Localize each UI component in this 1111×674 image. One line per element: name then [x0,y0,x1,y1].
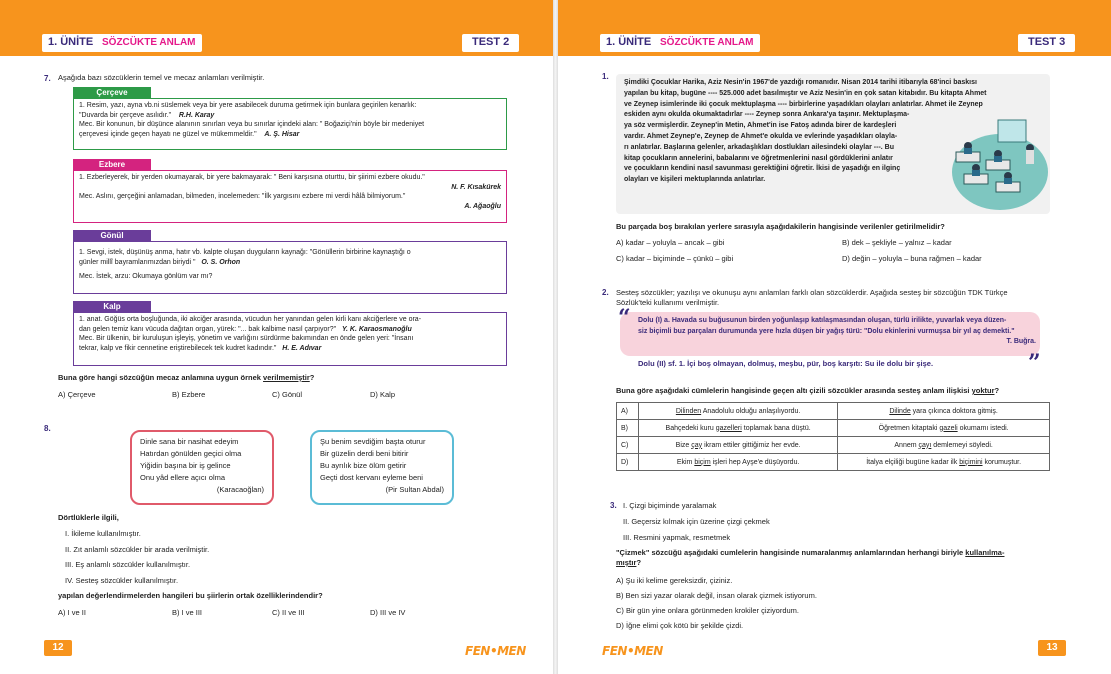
dictionary-entry-2: Dolu (II) sf. 1. İçi boş olmayan, dolmuş, meşbu, pür, boş karşıtı: Su ile dolu bir şişe. [638,359,934,368]
close-quote-icon: ” [1028,350,1041,376]
choice-a[interactable]: A) Şu iki kelime gereksizdir, çiziniz. [616,576,733,585]
poem-line: Bir güzelin derdi beni bitirir [320,449,409,458]
definition-box-gonul [73,241,507,294]
question-number: 7. [44,74,51,83]
choice-b[interactable]: B) Ezbere [172,390,206,399]
question-text: Buna göre hangi sözcüğün mecaz anlamına uygun örnek verilmemiştir? [58,373,315,382]
author: A. Ağaoğlu [464,202,501,210]
question-text: mıştır? [616,558,642,567]
choice-a[interactable]: A) Çerçeve [58,390,96,399]
question-stem: Aşağıda bazı sözcüklerin temel ve mecaz anlamları verilmiştir. [58,73,265,82]
question-text: "Çizmek" sözcüğü aşağıdaki cumlelerin hangisinde numaralanmış anlamlarından herhangi biriyle kullanılma- [616,548,1005,557]
question-number: 3. [610,501,617,510]
choice-b[interactable]: B) I ve III [172,608,203,617]
def-line: Mec. Bir ülkenin, bir kuruluşun işleyiş, yönetim ve varlığını sürdürme bakımından en önde gelen yeri: "İnsanı [79,335,414,342]
poem-line: Yiğidin başına bir iş gelince [140,461,231,470]
page-header [0,26,553,56]
passage-line: kitap çocukların annelerini, babalarını ve öğretmenlerini nasıl gördüklerini anlatır [624,154,893,162]
roman-item: I. İkileme kullanılmıştır. [65,529,141,538]
def-line: Mec. Aslını, gerçeğini anlamadan, bilmeden, incelemeden: "İlk yargısını ezbere mi verdi hâlâ bilmiyorum." [79,193,406,200]
right-page [558,0,1111,674]
definition-box-cerceve [73,98,507,150]
unit-label: 1. ÜNİTE [600,34,657,52]
choice-d[interactable]: D) İğne elimi çok kötü bir şekilde çizdi. [616,621,744,630]
row-label: D) [617,454,639,471]
poem-author: (Karacaoğlan) [216,485,264,494]
poem-line: Onu yâd ellere açıcı olma [140,473,226,482]
choice-c[interactable]: C) kadar – biçiminde – çünkü – gibi [616,254,734,263]
def-line: 1. anat. Göğüs orta boşluğunda, iki akciğer arasında, vücudun her yanından gelen kirli kanı akciğerlere ve ora- [79,316,422,323]
classroom-illustration [938,112,1048,212]
passage-line: yapılan bu kitap, bugüne ---- 525.000 adet basılmıştır ve Aziz Nesin'in en çok satan kitabıdır. Bu kitapta Ahmet [624,89,987,97]
test-label: TEST 3 [1018,34,1075,52]
passage-line: Şimdiki Çocuklar Harika, Aziz Nesin'in 1967'de yazdığı romanıdır. Nisan 2014 tarihi itibarıyla 68'inci baskısı [624,79,977,86]
question-stem: Sözlük'teki kullanımı verilmiştir. [616,298,720,307]
question-text: Bu parçada boş bırakılan yerlere sırasıyla aşağıdakilerin hangisinde verilenler getirilmelidir? [616,222,945,231]
poem-box-karacaoglan [130,430,274,505]
def-line: günler millî bayramlarımızdan biriydi " O. S. Orhon [79,258,241,266]
definition-box-kalp [73,312,507,366]
sentence-1: Dilinden Anadolulu olduğu anlaşılıyordu. [639,403,838,420]
roman-item: II. Geçersiz kılmak için üzerine çizgi çekmek [623,517,770,526]
open-quote-icon: “ [618,305,631,331]
table-row[interactable] [617,403,1050,420]
sentence-1: Bize çay ikram ettiler gittiğimiz her evde. [639,437,838,454]
poem-line: Bu ayrılık bize ölüm getirir [320,461,407,470]
row-label: B) [617,420,639,437]
box-label-cerceve: Çerçeve [73,87,151,98]
def-line: Mec. Bir konunun, bir düşünce alanının sınırları veya bu sınırlar içindeki alan: " Boğaziçi'nin böyle bir medeniyet [79,121,425,128]
left-page [0,0,553,674]
choice-c[interactable]: C) Bir gün yine onlara görünmeden krokiler çiziyordum. [616,606,799,615]
choice-c[interactable]: C) Gönül [272,390,303,399]
roman-item: I. Çizgi biçiminde yaralamak [623,501,717,510]
row-label: A) [617,403,639,420]
sentence-2: Dilinde yara çıkınca doktora gitmiş. [838,403,1050,420]
passage-line: ve çocukların kendini nasıl savunması gerektiğini öğretir. İkisi de yaşadığı en ilginç [624,165,901,173]
sentence-1: Bahçedeki kuru gazelleri toplamak bana düştü. [639,420,838,437]
question-stem: Sesteş sözcükler; yazılışı ve okunuşu aynı anlamları farklı olan sözcüklerdir. Aşağıda sesteş bir sözcüğün TDK Türkçe [616,288,1008,297]
table-row[interactable] [617,420,1050,437]
choice-a[interactable]: A) I ve II [58,608,86,617]
box-label-ezbere: Ezbere [73,159,151,170]
sentence-1: Ekim biçim işleri hep Ayşe'e düşüyordu. [639,454,838,471]
entry-line: siz biçimli buz parçaları durumunda yere hızla düşen bir yağış türü: "Dolu ekinlerini vurmuşsa bir yıl aç demekti." [638,327,1015,335]
table-row[interactable] [617,437,1050,454]
question-text: yapılan değerlendirmelerden hangileri bu şiirlerin ortak özelliklerindendir? [58,591,323,600]
question-number: 2. [602,288,609,297]
page-number: 13 [1038,640,1066,656]
author: N. F. Kısakürek [451,183,501,191]
poem-line: Geçti dost kervanı eyleme beni [320,473,423,482]
choice-b[interactable]: B) Ben sizi yazar olarak değil, insan olarak çizmek istiyorum. [616,591,817,600]
row-label: C) [617,437,639,454]
choice-a[interactable]: A) kadar – yoluyla – ancak – gibi [616,238,725,247]
def-line: Mec. İstek, arzu: Okumaya gönlüm var mı? [79,273,213,280]
author: A. Ş. Hisar [264,130,300,138]
item-intro: Dörtlüklerle ilgili, [58,513,119,522]
top-bar [558,0,1111,26]
def-line: 1. Resim, yazı, ayna vb.ni süslemek veya bir yere asabilecek duruma getirmek için bunlara geçirilen kenarlık: [79,102,417,109]
dictionary-entry-1 [638,316,1036,348]
unit-label: 1. ÜNİTE [42,34,99,52]
box-label-gonul: Gönül [73,230,151,241]
passage-line: olayları ve kişileri mektuplarında anlatırlar. [624,176,766,184]
box-label-kalp: Kalp [73,301,151,312]
poem-line: Dinle sana bir nasihat edeyim [140,437,239,446]
choice-b[interactable]: B) dek – şekliyle – yalnız – kadar [842,238,952,247]
roman-item: II. Zıt anlamlı sözcükler bir arada verilmiştir. [65,545,210,554]
def-line: dan gelen temiz kanı vücuda dağıtan organ, yürek: "... bak kalbime nasıl çarpıyor?" Y. K. Karaosmanoğlu [79,325,412,333]
question-text: Buna göre aşağıdaki cümlelerin hangisinde geçen altı çizili sözcükler arasında sesteş anlam ilişkisi yoktur? [616,386,1000,395]
passage-line: eskiden aynı okulda okumaktadırlar ---- Zeynep sonra Ankara'ya taşınır. Mektuplaşma- [624,111,910,119]
passage-line: ve Zeynep isimlerinde iki çocuk mektuplaşma ---- birbirlerine yaşadıkları olayları anlatırlar. Ahmet ile Zeynep [624,100,983,108]
def-line: 1. Ezberleyerek, bir yerden okumayarak, bir yere bakmayarak: " Beni karşısına oturttu, bir şiirimi ezbere okudu." [79,174,425,181]
poem-line: Hatırdan gönülden geçici olma [140,449,242,458]
poem-box-pir-sultan [310,430,454,505]
roman-item: III. Resmini yapmak, resmetmek [623,533,731,542]
question-number: 8. [44,424,51,433]
options-table [616,402,1050,471]
top-bar [0,0,553,26]
sentence-2: İtalya elçiliği bugüne kadar ilk biçimini korumuştur. [838,454,1050,471]
def-line: "Duvarda bir çerçeve asılıdır." R.H. Karay [79,111,215,119]
table-row[interactable] [617,454,1050,471]
choice-d[interactable]: D) değin – yoluyla – buna rağmen – kadar [842,254,982,263]
sentence-2: Annem çayı demlemeyi söyledi. [838,437,1050,454]
page-number: 12 [44,640,72,656]
author: Y. K. Karaosmanoğlu [341,325,412,333]
question-number: 1. [602,72,609,81]
def-line: tekrar, kalp ve fikir cennetine eriştirebilecek tek kudret kadındır." H. E. Adıvar [79,344,322,352]
choice-c[interactable]: C) II ve III [272,608,305,617]
passage-line: rı anlatırlar. Başlarına gelenler, arkadaşlıkları dostlukları ailesindeki olaylar ---. Bu [624,143,895,151]
author: O. S. Orhon [201,258,241,266]
entry-line: Dolu (I) a. Havada su buğusunun birden yoğunlaşıp katılaşmasından oluşan, türlü irilikte, yuvarlak veya düzen- [638,317,1007,324]
publisher-logo: FEN•MEN [602,644,663,658]
choice-d[interactable]: D) Kalp [370,390,396,399]
poem-line: Şu benim sevdiğim başta oturur [320,437,426,446]
author: H. E. Adıvar [282,344,322,352]
entry-author: T. Buğra. [1006,338,1036,345]
def-line: 1. Sevgi, istek, düşünüş anma, hatır vb. kalpte oluşan duyguların kaynağı: "Gönüllerin birbirine kaynaştığı o [79,249,411,256]
publisher-logo: FEN•MEN [465,644,526,658]
topic-label: SÖZCÜKTE ANLAM [654,34,760,52]
definition-box-ezbere [73,170,507,223]
poem-author: (Pir Sultan Abdal) [385,485,444,494]
topic-label: SÖZCÜKTE ANLAM [96,34,202,52]
roman-item: IV. Sesteş sözcükler kullanılmıştır. [65,576,179,585]
choice-d[interactable]: D) III ve IV [370,608,406,617]
test-label: TEST 2 [462,34,519,52]
passage-line: ya söz vermişlerdir. Zeynep'in Metin, Ahmet'in ise Fatoş adında birer de kardeşleri [624,122,897,130]
passage-line: vardır. Ahmet Zeynep'e, Zeynep de Ahmet'e okulda ve evlerinde yaşadıkları olayla- [624,132,898,140]
def-line: çerçevesi içinde geçen hayatı ne güzel ve mükemmeldir." A. Ş. Hisar [79,130,300,138]
sentence-2: Öğretmen kitaptaki gazeli okumamı istedi. [838,420,1050,437]
page-header [558,26,1111,56]
author: R.H. Karay [178,111,215,119]
roman-item: III. Eş anlamlı sözcükler kullanılmıştır. [65,560,191,569]
